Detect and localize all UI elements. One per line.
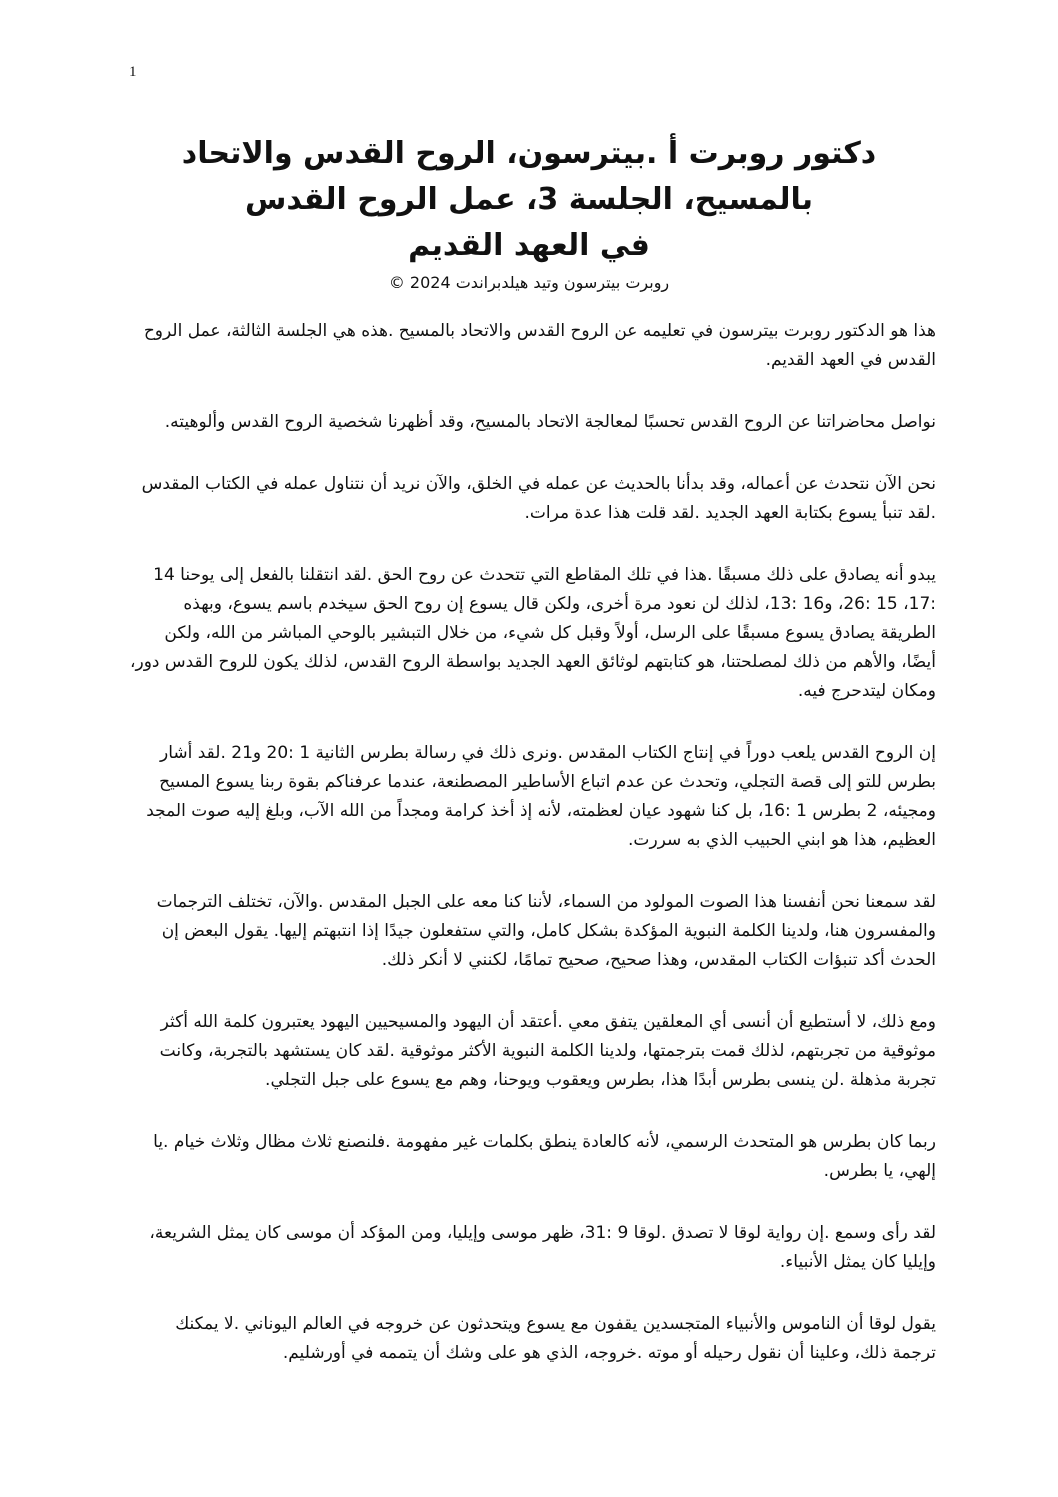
paragraph-4: يبدو أنه يصادق على ذلك مسبقًا .هذا في تلك المقاطع التي تتحدث عن روح الحق .لقد انتقلنا بالفعل إلى يوحنا 14 :17، 15 :26، و16 :13، لذلك لن نعود مرة أخرى، ولكن قال يسوع إن روح الحق سيخدم باسم يسوع، وبهذه الطريقة يصادق يسوع مسبقًا على الرسل، أولاً وقبل كل شيء، من خلال التبشير بالوحي المباشر من الله، ولكن أيضًا، والأهم من ذلك لمصلحتنا، هو كتابتهم لوثائق العهد الجديد بواسطة الروح القدس، لذلك يكون للروح القدس دور، ومكان ليتدحرج فيه. <box>130 565 936 701</box>
page-number: 1 <box>129 64 137 80</box>
document-body <box>128 317 936 1401</box>
paragraph-6: لقد سمعنا نحن أنفسنا هذا الصوت المولود من السماء، لأننا كنا معه على الجبل المقدس .والآن، تختلف الترجمات والمفسرون هنا، ولدينا الكلمة النبوية المؤكدة بشكل كامل، والتي ستفعلون جيدًا إذا انتبهتم إليها. يقول البعض إن الحدث أكد تنبؤات الكتاب المقدس، وهذا صحيح، صحيح تمامًا، لكنني لا أنكر ذلك. <box>156 892 936 970</box>
paragraph-1: هذا هو الدكتور روبرت بيترسون في تعليمه عن الروح القدس والاتحاد بالمسيح .هذه هي الجلسة الثالثة، عمل الروح القدس في العهد القديم. <box>143 321 936 370</box>
copyright-line: روبرت بيترسون وتيد هيلدبراندت 2024 © <box>388 273 670 292</box>
document-title-line-1: دكتور روبرت أ .بيترسون، الروح القدس والاتحاد <box>181 136 877 171</box>
paragraph-3: نحن الآن نتحدث عن أعماله، وقد بدأنا بالحديث عن عمله في الخلق، والآن نريد أن نتناول عمله في الكتاب المقدس .لقد تنبأ يسوع بكتابة العهد الجديد .لقد قلت هذا عدة مرات. <box>141 474 936 523</box>
paragraph-7: ومع ذلك، لا أستطيع أن أنسى أي المعلقين يتفق معي .أعتقد أن اليهود والمسيحيين اليهود يعتبرون كلمة الله أكثر موثوقية من تجربتهم، لذلك قمت بترجمتها، ولدينا الكلمة النبوية الأكثر موثوقية .لقد كان يستشهد بالتجربة، وكانت تجربة مذهلة .لن ينسى بطرس أبدًا هذا، بطرس ويعقوب ويوحنا، وهم مع يسوع على جبل التجلي. <box>159 1012 936 1090</box>
document-title-line-2: بالمسيح، الجلسة 3، عمل الروح القدس <box>244 182 814 217</box>
paragraph-9: لقد رأى وسمع .إن رواية لوقا لا تصدق .لوقا 9 :31، ظهر موسى وإيليا، ومن المؤكد أن موسى كان يمثل الشريعة، وإيليا كان يمثل الأنبياء. <box>149 1223 936 1272</box>
title-block <box>0 131 1058 295</box>
paragraph-2: نواصل محاضراتنا عن الروح القدس تحسبًا لمعالجة الاتحاد بالمسيح، وقد أظهرنا شخصية الروح القدس وألوهيته. <box>164 412 936 432</box>
paragraph-10: يقول لوقا أن الناموس والأنبياء المتجسدين يقفون مع يسوع ويتحدثون عن خروجه في العالم اليوناني .لا يمكنك ترجمة ذلك، وعلينا أن نقول رحيله أو موته .خروجه، الذي هو على وشك أن يتممه في أورشليم. <box>175 1314 936 1363</box>
paragraph-8: ربما كان بطرس هو المتحدث الرسمي، لأنه كالعادة ينطق بكلمات غير مفهومة .فلنصنع ثلاث مظال وثلاث خيام .يا إلهي، يا بطرس. <box>153 1132 936 1181</box>
document-title-line-3: في العهد القديم <box>408 228 650 263</box>
paragraph-5: إن الروح القدس يلعب دوراً في إنتاج الكتاب المقدس .ونرى ذلك في رسالة بطرس الثانية 1 :20 و21 .لقد أشار بطرس للتو إلى قصة التجلي، وتحدث عن عدم اتباع الأساطير المصطنعة، عندما عرفناكم بقوة ربنا يسوع المسيح ومجيئه، 2 بطرس 1 :16، بل كنا شهود عيان لعظمته، لأنه إذ أخذ كرامة ومجداً من الله الآب، وبلغ إليه صوت المجد العظيم، هذا هو ابني الحبيب الذي به سررت. <box>146 743 936 850</box>
